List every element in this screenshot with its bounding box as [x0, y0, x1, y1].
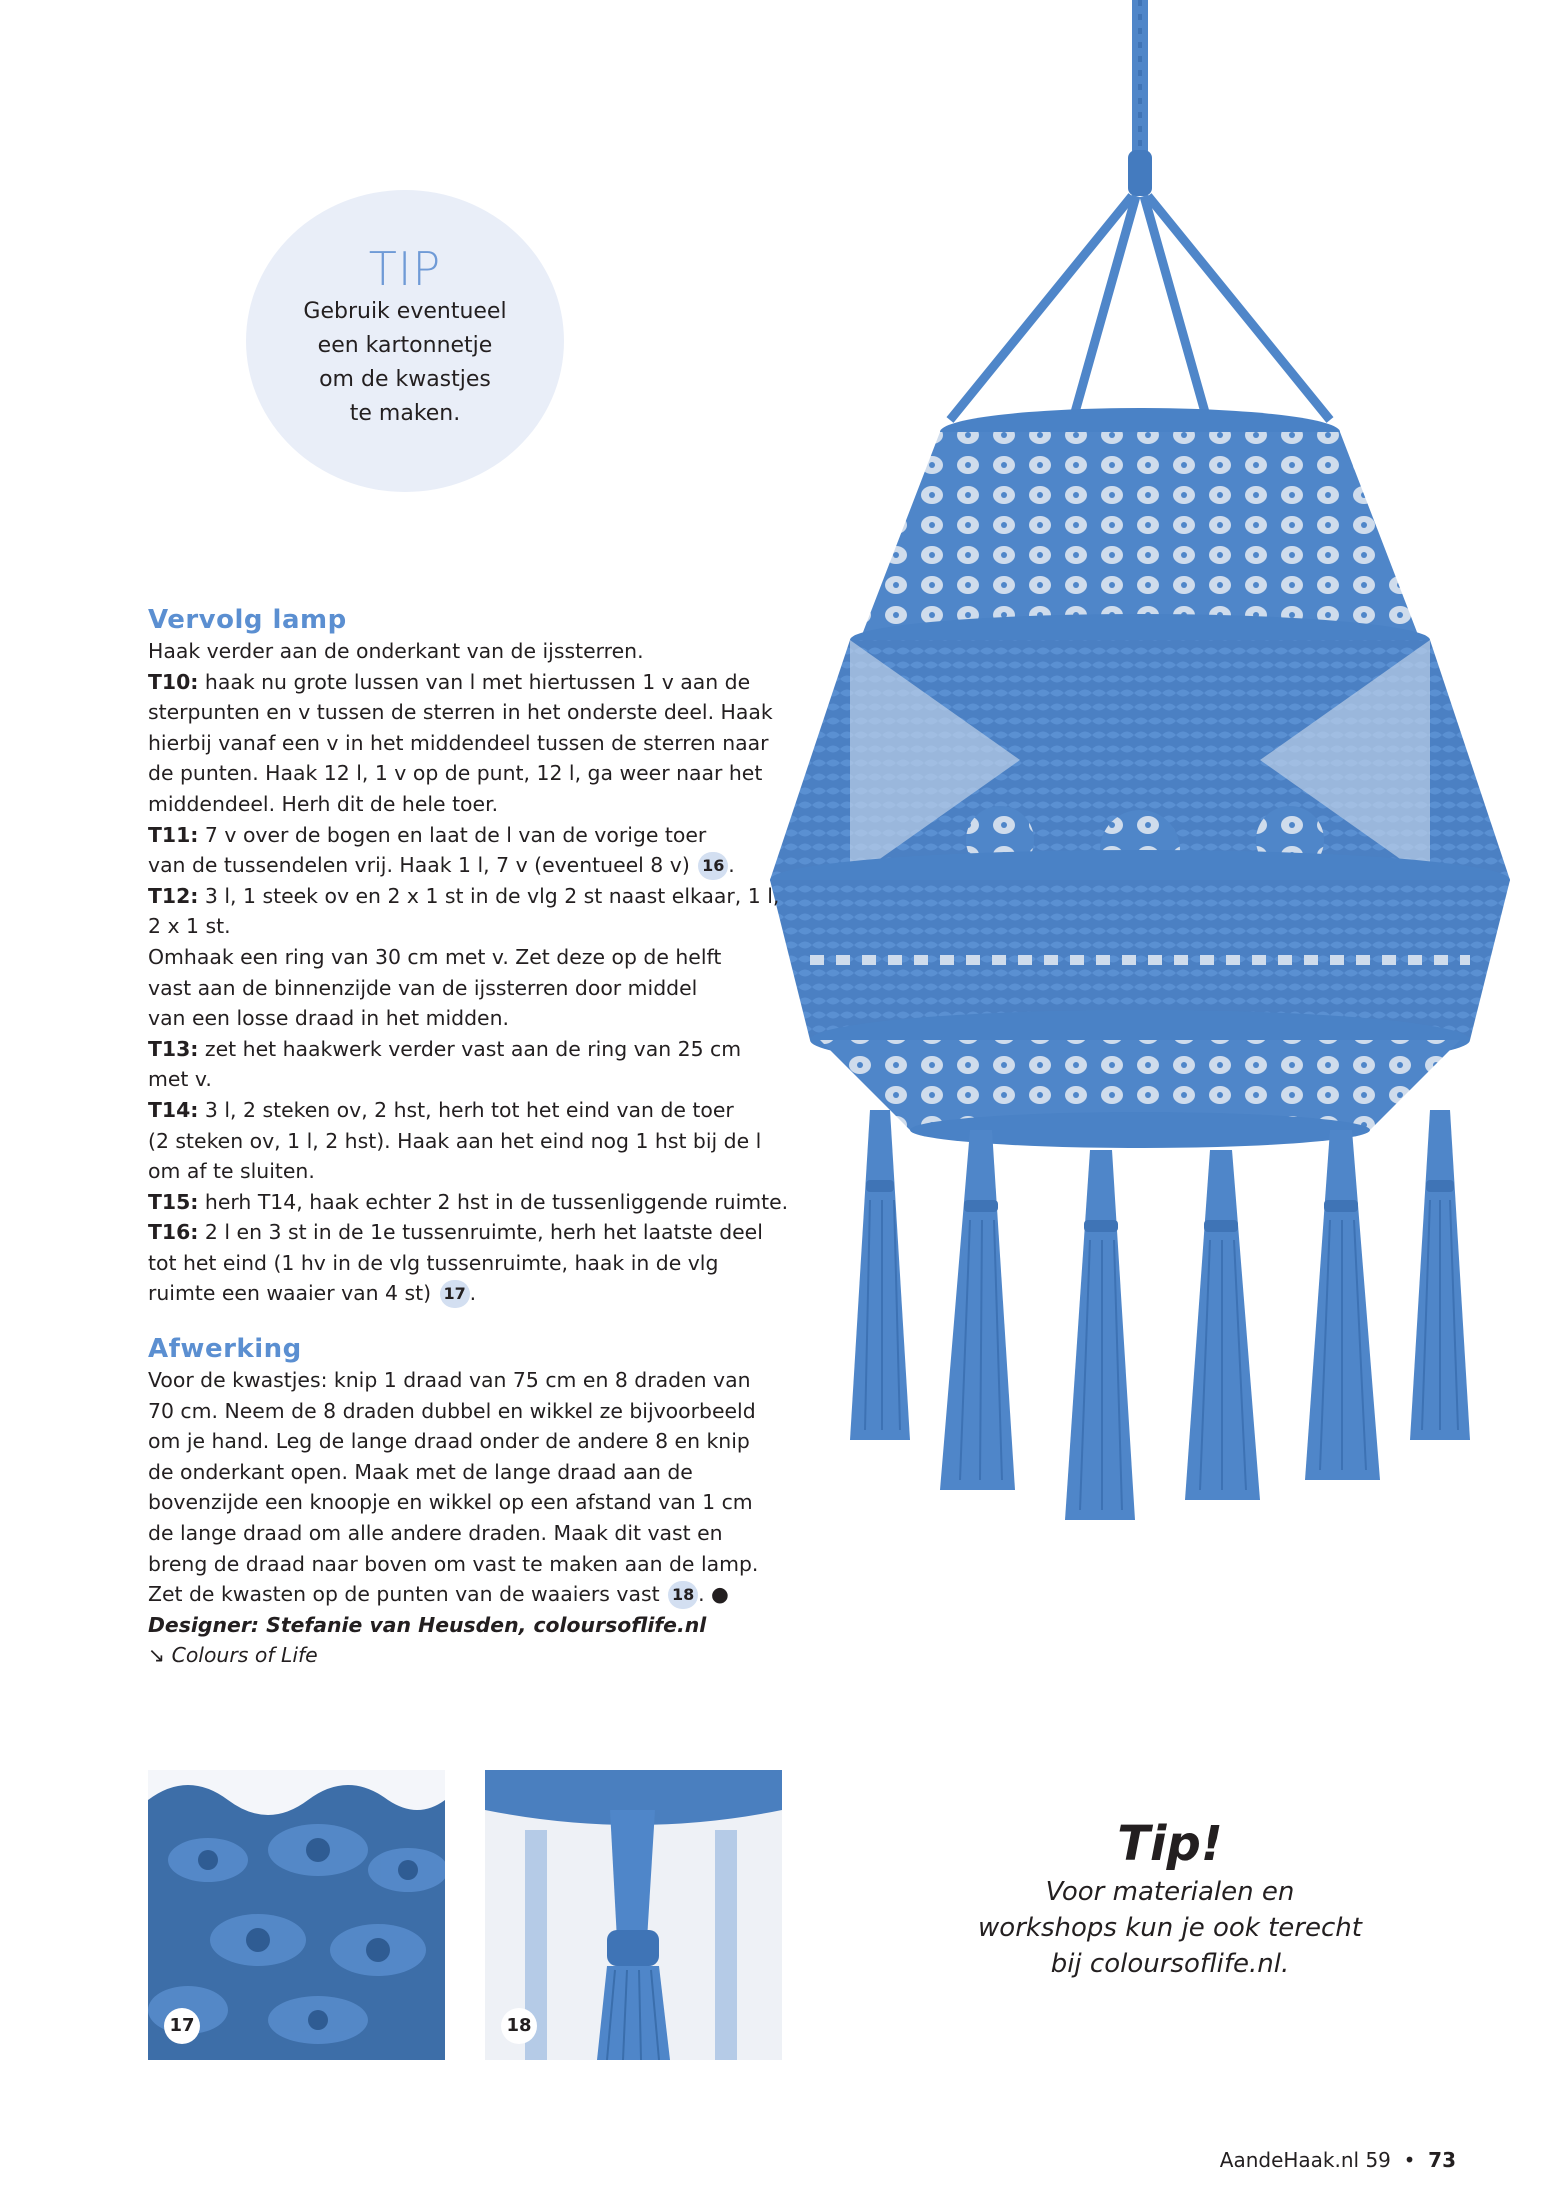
text-line: T14: 3 l, 2 steken ov, 2 hst, herh tot het eind van de toer	[148, 1097, 734, 1122]
text-line: T13: zet het haakwerk verder vast aan de ring van 25 cm	[148, 1036, 742, 1061]
text-line: breng de draad naar boven om vast te maken aan de lamp.	[148, 1551, 759, 1576]
footer-bullet: •	[1403, 2148, 1416, 2172]
tip-title: TIP	[368, 242, 442, 296]
text-line: 2 x 1 st.	[148, 914, 231, 939]
page-number: 73	[1428, 2148, 1456, 2172]
brand-name: Colours of Life	[171, 1643, 318, 1668]
text-line: van de tussendelen vrij. Haak 1 l, 7 v (eventueel 8 v) 16 .	[148, 850, 788, 881]
tip-line: te maken.	[349, 401, 461, 426]
text-line: hierbij vanaf een v in het middendeel tussen de sterren naar	[148, 730, 769, 755]
photo-number-badge: 18	[501, 2008, 537, 2044]
text-line: de onderkant open. Maak met de lange draad aan de	[148, 1459, 693, 1484]
text-line: T12: 3 l, 1 steek ov en 2 x 1 st in de vlg 2 st naast elkaar, 1 l,	[148, 883, 780, 908]
text-line: sterpunten en v tussen de sterren in het onderste deel. Haak	[148, 700, 773, 725]
pattern-text-column	[148, 604, 788, 1671]
yarn-brand-icon: ↘	[148, 1643, 166, 1668]
tip-callout	[960, 1814, 1380, 1982]
text-line: Omhaak een ring van 30 cm met v. Zet deze op de helft	[148, 944, 722, 969]
text-line: T11: 7 v over de bogen en laat de l van de vorige toer	[148, 822, 707, 847]
detail-photo-17	[148, 1770, 445, 2060]
page-footer	[1220, 2148, 1456, 2172]
text-line: van een losse draad in het midden.	[148, 1006, 509, 1031]
text-line: (2 steken ov, 1 l, 2 hst). Haak aan het eind nog 1 hst bij de l	[148, 1128, 762, 1153]
text-line: de punten. Haak 12 l, 1 v op de punt, 12 l, ga weer naar het	[148, 761, 763, 786]
text-line: tot het eind (1 hv in de vlg tussenruimte, haak in de vlg	[148, 1250, 719, 1275]
brand-credit	[148, 1640, 788, 1671]
photo-ref-badge: 17	[440, 1280, 470, 1308]
text-line: T16: 2 l en 3 st in de 1e tussenruimte, herh het laatste deel	[148, 1220, 763, 1245]
text-line: om je hand. Leg de lange draad onder de andere 8 en knip	[148, 1429, 750, 1454]
photo-ref-badge: 16	[698, 852, 728, 880]
text-line: bovenzijde een knoopje en wikkel op een afstand van 1 cm	[148, 1490, 753, 1515]
tip-callout-line: bij coloursoflife.nl.	[1050, 1949, 1290, 1979]
tip-callout-line: workshops kun je ook terecht	[978, 1913, 1362, 1943]
text-line: T10: haak nu grote lussen van l met hiertussen 1 v aan de	[148, 669, 751, 694]
tip-circle	[246, 190, 564, 492]
text-line: Zet de kwasten op de punten van de waaiers vast 18 . ●	[148, 1579, 788, 1610]
text-line: Haak verder aan de onderkant van de ijssterren.	[148, 639, 644, 663]
text-line: Voor de kwastjes: knip 1 draad van 75 cm en 8 draden van	[148, 1368, 751, 1393]
section-heading-vervolg-lamp: Vervolg lamp	[148, 605, 347, 635]
text-line: met v.	[148, 1067, 212, 1092]
tip-callout-title: Tip!	[1117, 1816, 1223, 1872]
text-line: de lange draad om alle andere draden. Maak dit vast en	[148, 1521, 723, 1546]
detail-photo-18	[485, 1770, 782, 2060]
footer-site: AandeHaak.nl 59	[1219, 2148, 1391, 2172]
section-heading-afwerking: Afwerking	[148, 1334, 302, 1365]
photo-ref-badge: 18	[668, 1581, 698, 1609]
tip-callout-line: Voor materialen en	[1045, 1877, 1295, 1907]
text-line: T15: herh T14, haak echter 2 hst in de tussenliggende ruimte.	[148, 1189, 789, 1214]
section-body-vervolg-lamp	[148, 636, 788, 1309]
tip-line: Gebruik eventueel	[303, 299, 507, 324]
tip-line: om de kwastjes	[319, 367, 491, 392]
photo-number-badge: 17	[164, 2008, 200, 2044]
text-line: middendeel. Herh dit de hele toer.	[148, 791, 499, 816]
text-line: om af te sluiten.	[148, 1159, 315, 1184]
text-line: vast aan de binnenzijde van de ijssterren door middel	[148, 975, 698, 1000]
tip-line: een kartonnetje	[317, 333, 493, 358]
crochet-lamp-photo	[770, 0, 1530, 1530]
section-body-afwerking	[148, 1365, 788, 1671]
text-line: ruimte een waaier van 4 st) 17 .	[148, 1278, 788, 1309]
text-line: 70 cm. Neem de 8 draden dubbel en wikkel ze bijvoorbeeld	[148, 1398, 756, 1423]
designer-credit: Designer: Stefanie van Heusden, coloursoflife.nl	[148, 1612, 707, 1637]
